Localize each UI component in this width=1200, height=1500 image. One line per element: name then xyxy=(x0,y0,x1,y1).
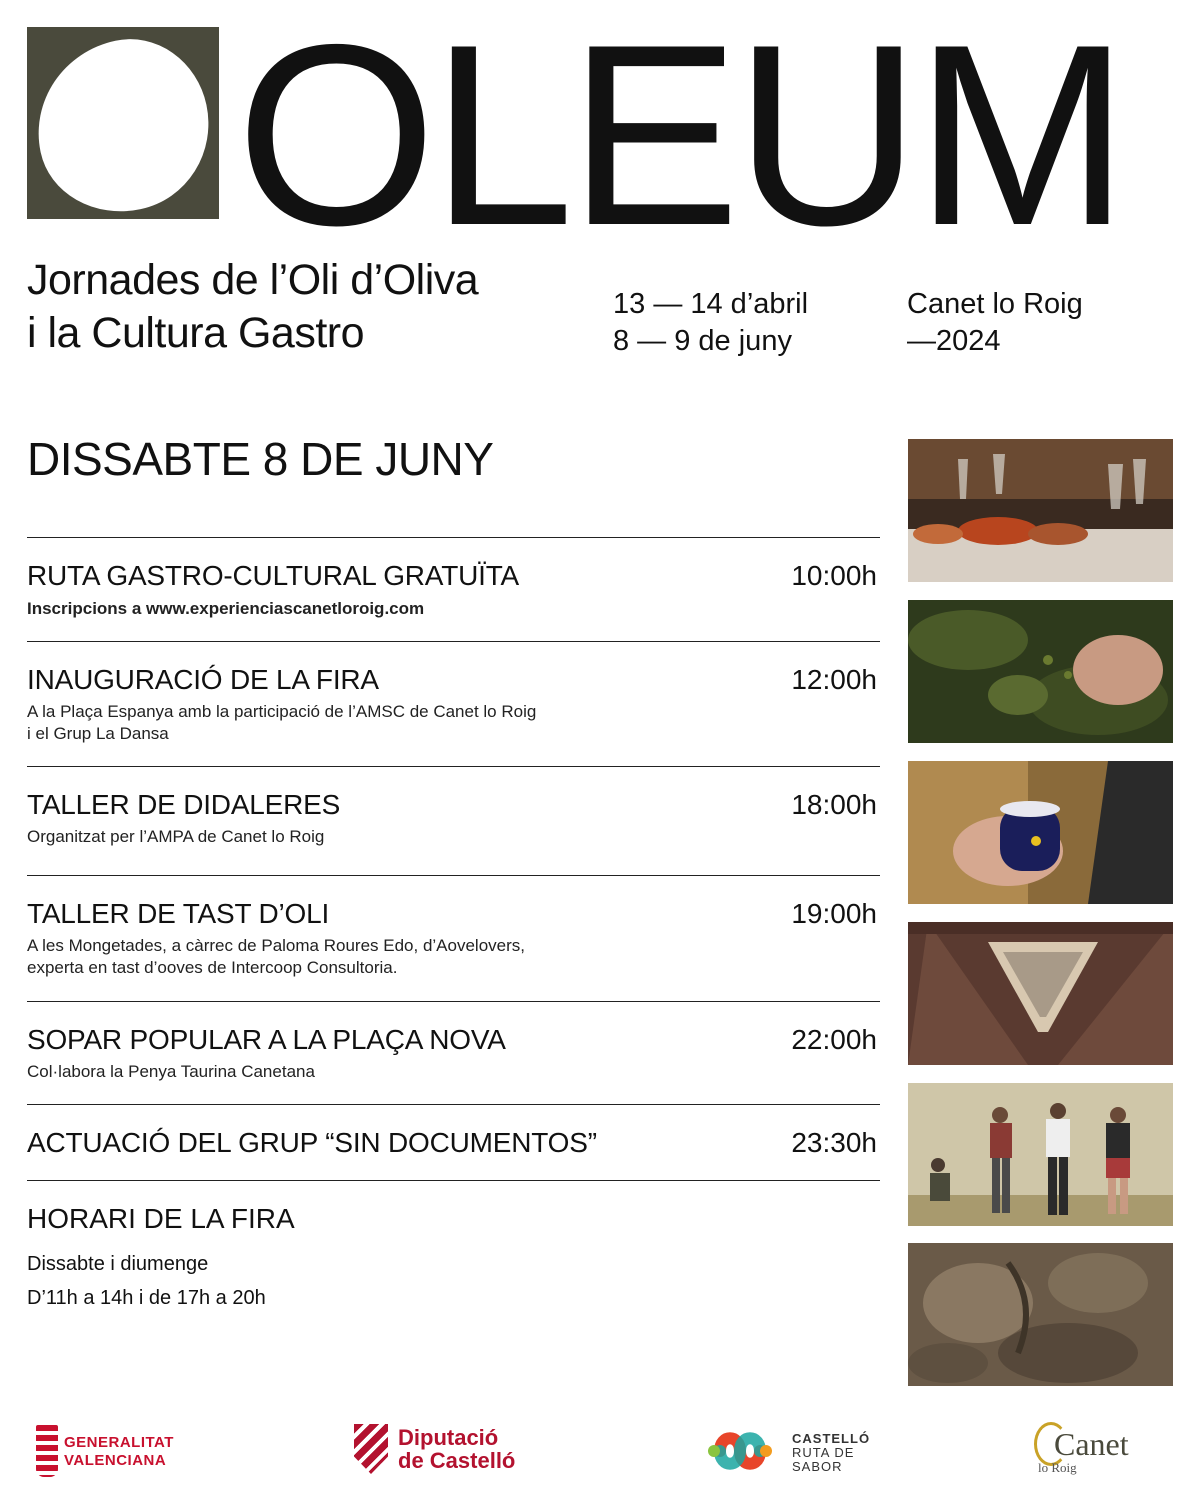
day-title: DISSABTE 8 DE JUNY xyxy=(27,433,494,485)
schedule-item xyxy=(27,537,880,641)
logo-text: de Castelló xyxy=(398,1448,516,1473)
description-line: A la Plaça Espanya amb la participació de l’AMSC de Canet lo Roig xyxy=(27,702,537,721)
event-name: TALLER DE TAST D’OLI xyxy=(27,898,330,929)
schedule-list xyxy=(27,537,880,1331)
oil-tasting-cup-photo xyxy=(908,761,1173,904)
event-name: ACTUACIÓ DEL GRUP “SIN DOCUMENTOS” xyxy=(27,1127,597,1158)
place-line: —2024 xyxy=(907,325,1001,357)
wine-glasses-tapas-photo xyxy=(908,439,1173,582)
stone-relief-photo xyxy=(908,1243,1173,1386)
dates-line: 13 — 14 d’abril xyxy=(613,288,809,320)
event-time: 23:30h xyxy=(791,1127,877,1158)
oleum-wordmark: OLEUM xyxy=(236,0,1124,279)
event-time: 18:00h xyxy=(791,789,877,820)
event-dates xyxy=(613,286,808,360)
registration-link[interactable]: Inscripcions a www.experienciascanetloroig.com xyxy=(27,599,425,618)
description-line: Organitzat per l’AMPA de Canet lo Roig xyxy=(27,827,325,846)
schedule-item xyxy=(27,766,880,875)
logo-text: SABOR xyxy=(792,1459,843,1474)
band-members-photo xyxy=(908,1083,1173,1226)
fair-hours-days: Dissabte i diumenge xyxy=(27,1253,209,1275)
logo-text: CASTELLÓ xyxy=(792,1431,871,1446)
description-line: A les Mongetades, a càrrec de Paloma Roures Edo, d’Aovelovers, xyxy=(27,936,525,955)
schedule-item xyxy=(27,1001,880,1104)
dates-line: 8 — 9 de juny xyxy=(613,325,792,357)
ruta-de-sabor-infinity-icon xyxy=(698,1424,782,1478)
event-place xyxy=(907,286,1083,360)
aerial-plaza-photo xyxy=(908,922,1173,1065)
fair-hours xyxy=(27,1180,880,1331)
logo-text: VALENCIANA xyxy=(64,1452,167,1469)
event-name: RUTA GASTRO-CULTURAL GRATUÏTA xyxy=(27,560,520,591)
event-name: SOPAR POPULAR A LA PLAÇA NOVA xyxy=(27,1024,506,1055)
fair-hours-times: D’11h a 14h i de 17h a 20h xyxy=(27,1287,266,1309)
place-line: Canet lo Roig xyxy=(907,288,1083,320)
event-name: TALLER DE DIDALERES xyxy=(27,789,341,820)
olive-shape-icon xyxy=(21,25,225,227)
fair-hours-title: HORARI DE LA FIRA xyxy=(27,1203,295,1234)
event-subtitle xyxy=(27,254,478,360)
event-description xyxy=(27,935,525,979)
schedule-item xyxy=(27,641,880,766)
subtitle-line: i la Cultura Gastro xyxy=(27,309,365,357)
logo-text: GENERALITAT xyxy=(64,1434,174,1451)
logo-text: RUTA DE xyxy=(792,1445,855,1460)
event-description xyxy=(27,598,424,620)
generalitat-shield-icon xyxy=(36,1425,58,1477)
diputacio-shield-icon xyxy=(354,1424,388,1474)
schedule-item xyxy=(27,875,880,1001)
subtitle-line: Jornades de l’Oli d’Oliva xyxy=(27,256,479,304)
description-line: i el Grup La Dansa xyxy=(27,724,169,743)
event-time: 22:00h xyxy=(791,1024,877,1055)
event-description xyxy=(27,701,536,745)
event-description xyxy=(27,826,324,848)
event-time: 12:00h xyxy=(791,664,877,695)
logo-text: lo Roig xyxy=(1038,1460,1077,1475)
logo-text: Diputació xyxy=(398,1425,499,1450)
event-time: 10:00h xyxy=(791,560,877,591)
description-line: experta en tast d’ooves de Intercoop Consultoria. xyxy=(27,958,398,977)
schedule-item xyxy=(27,1104,880,1180)
description-line: Col·labora la Penya Taurina Canetana xyxy=(27,1062,315,1081)
logo-text: Canet xyxy=(1054,1426,1129,1462)
event-description xyxy=(27,1061,315,1083)
olive-branch-hands-photo xyxy=(908,600,1173,743)
oleum-logo-mark xyxy=(27,27,219,219)
event-name: INAUGURACIÓ DE LA FIRA xyxy=(27,664,379,695)
event-time: 19:00h xyxy=(791,898,877,929)
